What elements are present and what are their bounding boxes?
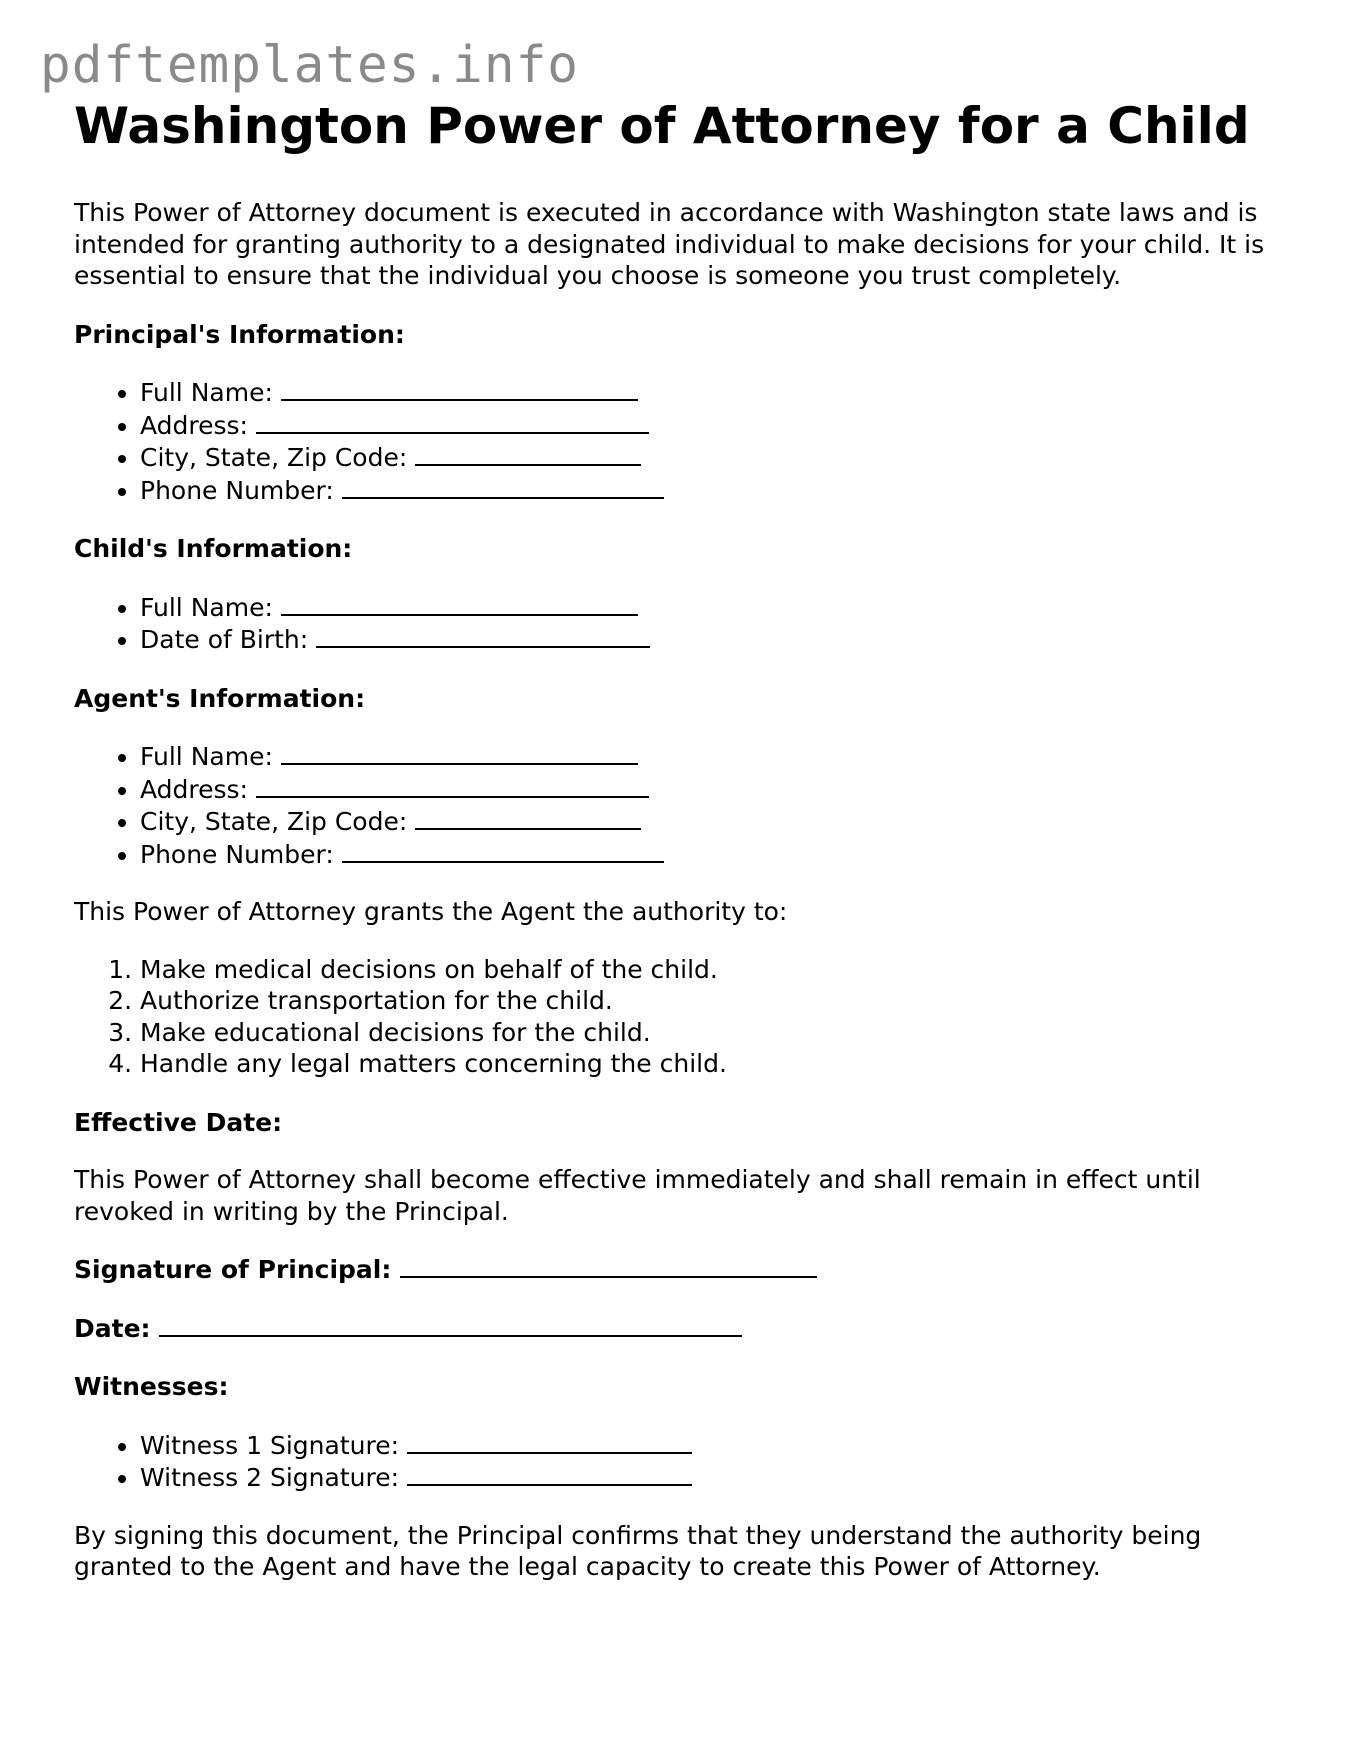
agent-phone-blank[interactable]	[342, 838, 664, 863]
effective-date-text: This Power of Attorney shall become effective immediately and shall remain in effect until revoked in writing by the Principal.	[74, 1165, 1201, 1226]
agent-address-blank[interactable]	[256, 773, 649, 798]
witness-fields	[74, 1429, 1294, 1494]
child-dob-blank[interactable]	[316, 623, 650, 648]
child-full-name-blank[interactable]	[281, 591, 638, 616]
principal-full-name-blank[interactable]	[281, 376, 638, 401]
field-label: Full Name:	[140, 742, 273, 771]
agent-full-name-blank[interactable]	[281, 740, 638, 765]
date-line	[74, 1312, 1294, 1345]
principal-phone-item	[140, 474, 1294, 507]
principal-city-state-zip-item	[140, 441, 1294, 474]
witness-2-item	[140, 1461, 1294, 1494]
principal-signature-label: Signature of Principal:	[74, 1255, 392, 1284]
agent-phone-item	[140, 838, 1294, 871]
child-fields	[74, 591, 1294, 656]
field-label: Address:	[140, 774, 248, 804]
document-body	[74, 96, 1294, 1583]
agent-full-name-item	[140, 740, 1294, 773]
child-dob-item	[140, 623, 1294, 656]
document-title: Washington Power of Attorney for a Child	[74, 97, 1250, 155]
field-label: Phone Number:	[140, 839, 334, 869]
authority-item: 3. Make educational decisions for the child.	[140, 1017, 1294, 1049]
principal-address-blank[interactable]	[256, 409, 649, 434]
authority-item: 2. Authorize transportation for the child.	[140, 985, 1294, 1017]
field-label: Witness 1 Signature:	[140, 1430, 400, 1460]
witness-1-signature-blank[interactable]	[407, 1429, 692, 1454]
child-full-name-item	[140, 591, 1294, 624]
authority-item: 4. Handle any legal matters concerning the child.	[140, 1048, 1294, 1080]
field-label: Full Name:	[140, 592, 273, 622]
field-label: Address:	[140, 410, 248, 440]
principal-phone-blank[interactable]	[342, 474, 664, 499]
agent-address-item	[140, 773, 1294, 806]
agent-fields	[74, 740, 1294, 870]
date-blank[interactable]	[159, 1312, 742, 1337]
watermark: pdftemplates.info	[40, 36, 579, 95]
field-label: Date of Birth:	[140, 625, 309, 654]
witness-2-signature-blank[interactable]	[407, 1461, 692, 1486]
agent-city-state-zip-blank[interactable]	[415, 805, 641, 830]
field-label: Phone Number:	[140, 475, 334, 505]
field-label: Witness 2 Signature:	[140, 1463, 400, 1492]
authority-list	[74, 954, 1294, 1080]
witnesses-heading: Witnesses:	[74, 1372, 229, 1401]
principal-city-state-zip-blank[interactable]	[415, 441, 641, 466]
intro-paragraph: This Power of Attorney document is executed in accordance with Washington state laws and is intended for granting authority to a designated individual to make decisions for your child. It is essential to ensure that the individual you choose is someone you trust completely.	[74, 198, 1265, 290]
effective-date-heading: Effective Date:	[74, 1107, 283, 1137]
authority-item: 1. Make medical decisions on behalf of the child.	[140, 954, 1294, 986]
closing-paragraph: By signing this document, the Principal confirms that they understand the authority being granted to the Agent and have the legal capacity to create this Power of Attorney.	[74, 1520, 1202, 1581]
field-label: City, State, Zip Code:	[140, 443, 408, 472]
field-label: Full Name:	[140, 378, 273, 407]
principal-fields	[74, 376, 1294, 506]
authority-intro: This Power of Attorney grants the Agent the authority to:	[74, 897, 788, 926]
field-label: City, State, Zip Code:	[140, 807, 408, 836]
date-label: Date:	[74, 1313, 151, 1343]
principal-signature-line	[74, 1253, 1294, 1286]
witness-1-item	[140, 1429, 1294, 1462]
agent-city-state-zip-item	[140, 805, 1294, 838]
principal-heading: Principal's Information:	[74, 319, 405, 349]
agent-heading: Agent's Information:	[74, 683, 366, 713]
child-heading: Child's Information:	[74, 534, 353, 563]
principal-address-item	[140, 409, 1294, 442]
principal-full-name-item	[140, 376, 1294, 409]
principal-signature-blank[interactable]	[400, 1253, 817, 1278]
